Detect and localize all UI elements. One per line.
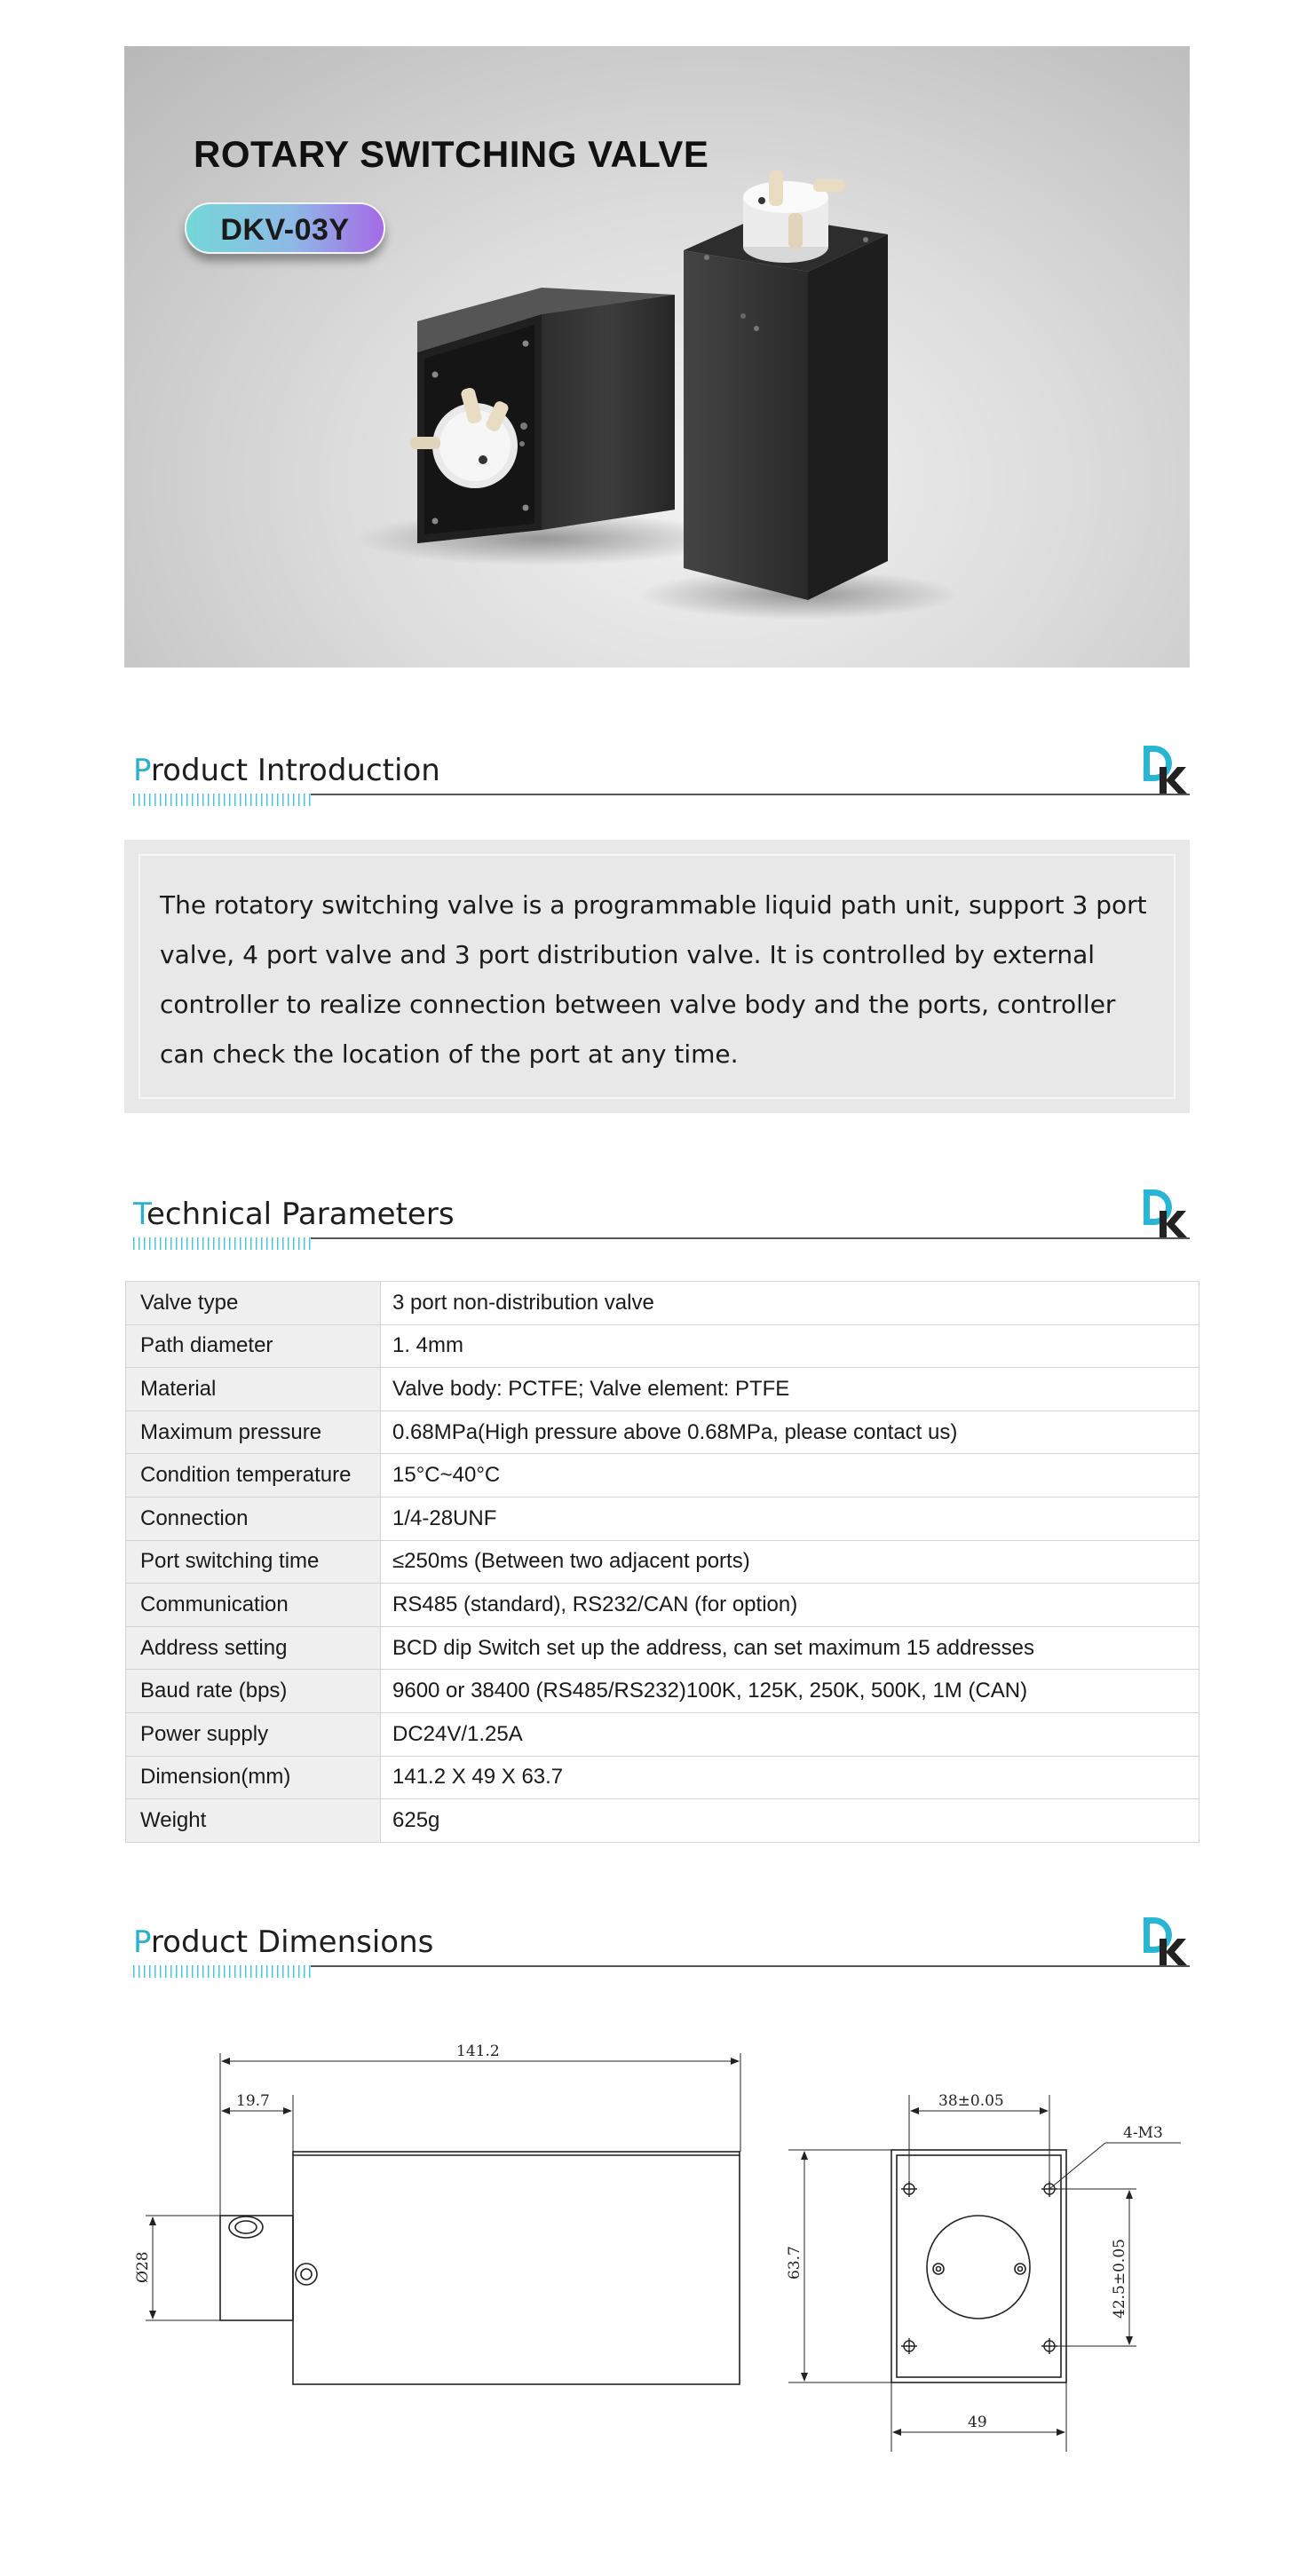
hero-banner [124, 46, 1190, 668]
spec-label: Valve type [126, 1282, 381, 1325]
section-title [133, 1197, 455, 1232]
section-title-initial: T [133, 1197, 146, 1232]
section-header-dimensions [133, 1924, 1190, 1995]
spec-label: Power supply [126, 1712, 381, 1756]
table-row [126, 1497, 1199, 1540]
dk-logo-icon [1142, 1188, 1190, 1237]
dim-head-length: 19.7 [236, 2092, 270, 2110]
dim-width: 49 [968, 2414, 987, 2431]
hero-title: ROTARY SWITCHING VALVE [194, 133, 709, 175]
spec-label: Weight [126, 1799, 381, 1843]
spec-value: Valve body: PCTFE; Valve element: PTFE [381, 1368, 1199, 1411]
divider-ticks [133, 1237, 311, 1250]
divider-line [311, 794, 1190, 795]
dim-hole-spacing-y: 42.5±0.05 [1111, 2239, 1128, 2319]
spec-value: BCD dip Switch set up the address, can set maximum 15 addresses [381, 1626, 1199, 1670]
dim-height: 63.7 [786, 2246, 803, 2280]
spec-label: Port switching time [126, 1540, 381, 1584]
spec-value: 625g [381, 1799, 1199, 1843]
table-row [126, 1540, 1199, 1584]
divider-ticks [133, 1965, 311, 1978]
spec-label: Path diameter [126, 1324, 381, 1368]
spec-value: 1/4-28UNF [381, 1497, 1199, 1540]
spec-label: Connection [126, 1497, 381, 1540]
spec-value: 9600 or 38400 (RS485/RS232)100K, 125K, 250K, 500K, 1M (CAN) [381, 1670, 1199, 1713]
spec-value: 15°C~40°C [381, 1454, 1199, 1497]
spec-value: ≤250ms (Between two adjacent ports) [381, 1540, 1199, 1584]
divider-line [311, 1237, 1190, 1239]
spec-label: Material [126, 1368, 381, 1411]
spec-label: Address setting [126, 1626, 381, 1670]
dk-logo-icon [1142, 744, 1190, 794]
model-label: DKV-03Y [220, 213, 350, 247]
section-title-initial: P [133, 753, 151, 788]
table-row [126, 1454, 1199, 1497]
section-title-rest: roduct Dimensions [150, 1924, 434, 1960]
dim-diameter: Ø28 [134, 2251, 152, 2283]
dim-hole-spacing-x: 38±0.05 [938, 2092, 1004, 2110]
section-title-rest: roduct Introduction [150, 753, 440, 788]
spec-value: RS485 (standard), RS232/CAN (for option) [381, 1584, 1199, 1627]
divider-ticks [133, 794, 311, 806]
spec-label: Condition temperature [126, 1454, 381, 1497]
dim-screw-label: 4-M3 [1123, 2124, 1163, 2142]
table-row [126, 1670, 1199, 1713]
spec-value: 1. 4mm [381, 1324, 1199, 1368]
spec-label: Communication [126, 1584, 381, 1627]
spec-table [125, 1281, 1199, 1843]
spec-label: Dimension(mm) [126, 1756, 381, 1799]
side-view [146, 2053, 740, 2384]
table-row [126, 1368, 1199, 1411]
table-row [126, 1712, 1199, 1756]
spec-value: DC24V/1.25A [381, 1712, 1199, 1756]
section-header-intro [133, 753, 1190, 824]
section-title-initial: P [133, 1924, 151, 1960]
dk-logo-icon [1142, 1916, 1190, 1965]
section-title [133, 1924, 433, 1960]
section-title-rest: echnical Parameters [146, 1197, 455, 1232]
spec-value: 141.2 X 49 X 63.7 [381, 1756, 1199, 1799]
table-row [126, 1584, 1199, 1627]
dimension-drawing [124, 2015, 1190, 2459]
table-row [126, 1324, 1199, 1368]
spec-label: Baud rate (bps) [126, 1670, 381, 1713]
dim-length: 141.2 [456, 2043, 500, 2060]
spec-value: 0.68MPa(High pressure above 0.68MPa, please contact us) [381, 1410, 1199, 1454]
table-row [126, 1756, 1199, 1799]
spec-value: 3 port non-distribution valve [381, 1282, 1199, 1325]
intro-text: The rotatory switching valve is a programmable liquid path unit, support 3 port valve, 4 port valve and 3 port distribution valve. It is controlled by external controller to realize connection between valve body and the ports, controller can check the location of the port at any time. [160, 890, 1147, 1069]
table-row [126, 1282, 1199, 1325]
table-row [126, 1410, 1199, 1454]
spec-label: Maximum pressure [126, 1410, 381, 1454]
divider-line [311, 1965, 1190, 1967]
model-badge [185, 202, 385, 254]
section-header-params [133, 1197, 1190, 1268]
table-row [126, 1626, 1199, 1670]
section-title [133, 753, 440, 788]
table-row [126, 1799, 1199, 1843]
